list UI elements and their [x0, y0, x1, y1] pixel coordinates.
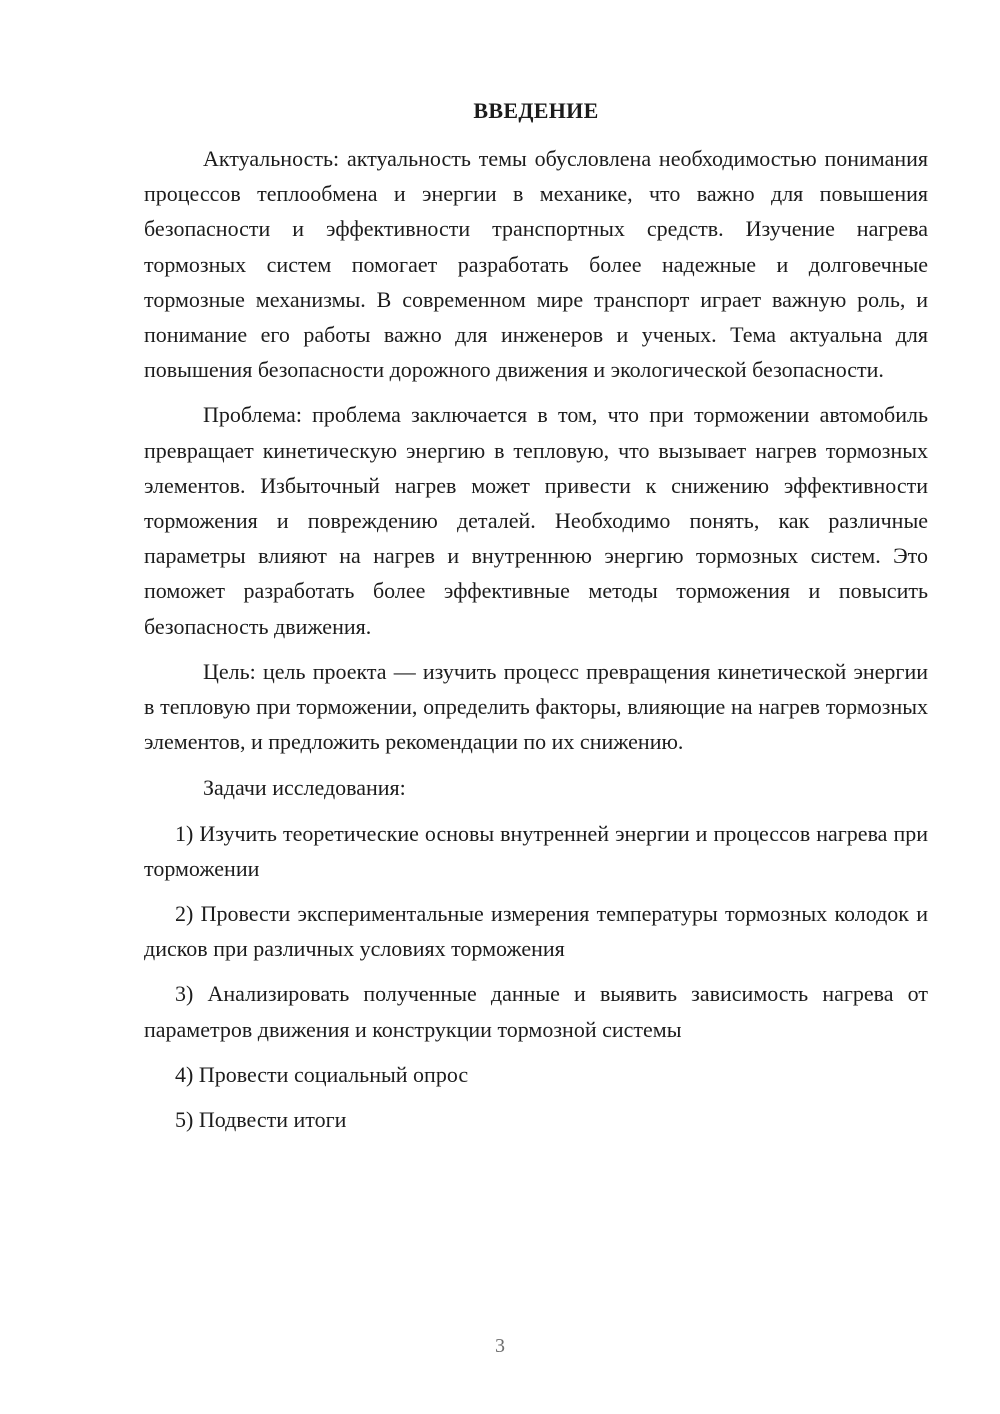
paragraph-relevance: Актуальность: актуальность темы обусловлена необходимостью понимания процессов теплообмена и энергии в механике, что важно для повышения безопасности и эффективности транспортных средств. Изучение нагрева тормозных систем помогает разработать более надежные и долговечные тормозные механизмы. В современном мире транспорт играет важную роль, и понимание его работы важно для инженеров и ученых. Тема актуальна для повышения безопасности дорожного движения и экологической безопасности. — [144, 146, 928, 383]
paragraph-goal: Цель: цель проекта — изучить процесс превращения кинетической энергии в тепловую при торможении, определить факторы, влияющие на нагрев тормозных элементов, и предложить рекомендации по их снижению. — [144, 658, 928, 755]
task-item-3: 3) Анализировать полученные данные и выявить зависимость нагрева от параметров движения и конструкции тормозной системы — [144, 981, 928, 1042]
tasks-heading: Задачи исследования: — [203, 775, 406, 801]
tasks-list — [144, 816, 928, 1138]
task-item-5: 5) Подвести итоги — [175, 1107, 347, 1133]
task-item-1: 1) Изучить теоретические основы внутренней энергии и процессов нагрева при торможении — [144, 820, 928, 881]
task-item-2: 2) Провести экспериментальные измерения температуры тормозных колодок и дисков при различных условиях торможения — [144, 901, 928, 962]
page-number: 3 — [495, 1335, 505, 1357]
task-item-4: 4) Провести социальный опрос — [175, 1061, 469, 1087]
section-title: ВВЕДЕНИЕ — [473, 98, 599, 123]
document-page — [144, 96, 928, 1147]
paragraph-problem: Проблема: проблема заключается в том, что при торможении автомобиль превращает кинетическую энергию в тепловую, что вызывает нагрев тормозных элементов. Избыточный нагрев может привести к снижению эффективности торможения и повреждению деталей. Необходимо понять, как различные параметры влияют на нагрев и внутреннюю энергию тормозных систем. Это поможет разработать более эффективные методы торможения и повысить безопасность движения. — [144, 402, 928, 639]
